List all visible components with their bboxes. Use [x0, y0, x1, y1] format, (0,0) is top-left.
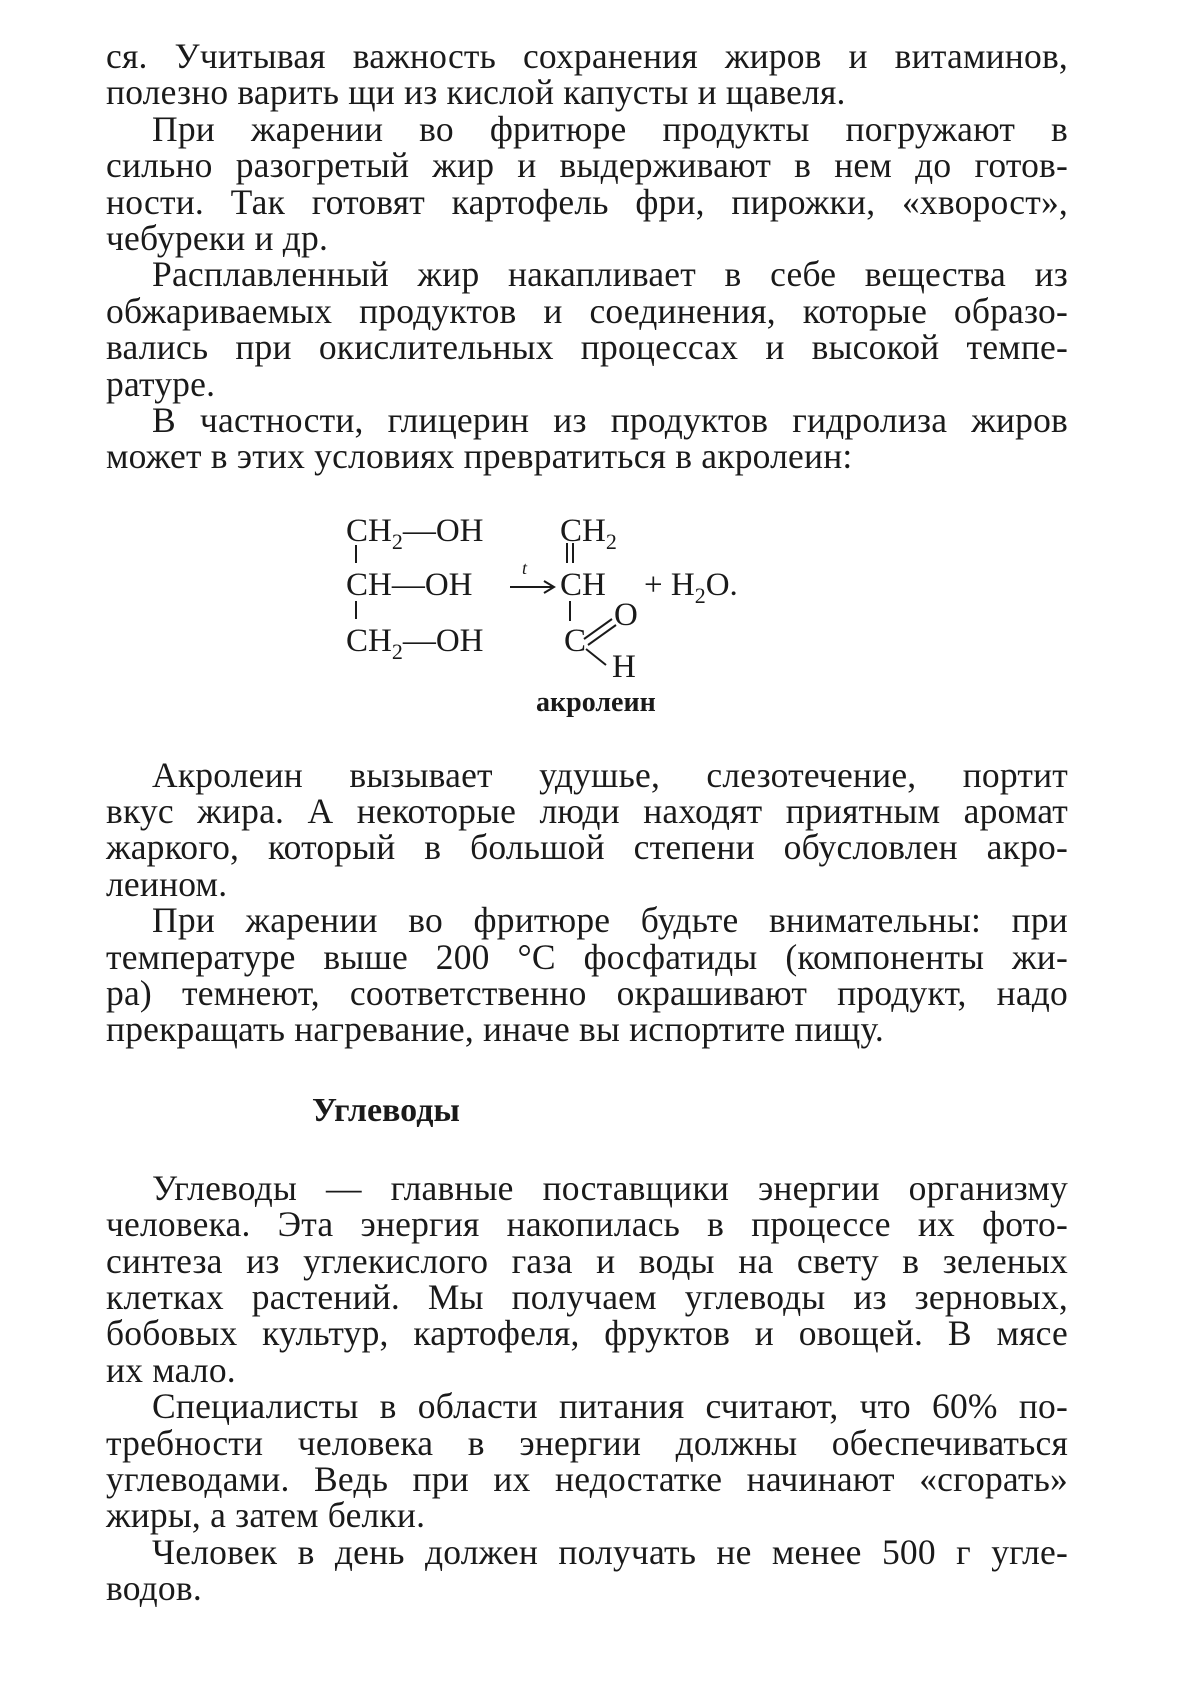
- text-line: жаркого, который в большой степени обусловлен акро-: [106, 827, 1068, 868]
- text-line: Углеводы — главные поставщики энергии организму: [152, 1167, 1068, 1208]
- paragraph: [106, 1167, 1068, 1390]
- paragraph: [106, 256, 1068, 402]
- text-line: водов.: [106, 1568, 202, 1609]
- paragraph: [106, 1531, 1068, 1609]
- paragraph: [106, 38, 1068, 111]
- text-line: сильно разогретый жир и выдерживают в нем до готов-: [106, 145, 1068, 186]
- text-line: клетках растений. Мы получаем углеводы из зерновых,: [106, 1276, 1068, 1317]
- text-line: Расплавленный жир накапливает в себе вещества из: [152, 254, 1068, 295]
- paragraph: [106, 399, 1068, 477]
- text-line: Специалисты в области питания считают, что 60% по-: [152, 1386, 1068, 1427]
- formula-text: [346, 622, 484, 664]
- formula-subscript: 2: [694, 582, 706, 608]
- text-line: В частности, глицерин из продуктов гидролиза жиров: [152, 399, 1068, 440]
- paragraph: [106, 902, 1068, 1048]
- formula-text: —OH: [402, 512, 484, 549]
- text-line: Акролеин вызывает удушье, слезотечение, портит: [152, 754, 1068, 795]
- formula-text: CH: [560, 566, 606, 603]
- text-line: бобовых культур, картофеля, фруктов и овощей. В мясе: [106, 1313, 1068, 1354]
- text-line: вались при окислительных процессах и высокой темпе-: [106, 327, 1068, 368]
- formula-caption: акролеин: [536, 686, 656, 718]
- text-line: требности человека в энергии должны обеспечиваться: [106, 1422, 1068, 1463]
- formula-text: H: [612, 648, 636, 685]
- paragraphs-middle: [106, 754, 1068, 1050]
- text-line: леином.: [106, 863, 228, 904]
- formula-text: [346, 512, 484, 554]
- text-line: Человек в день должен получать не менее 500 г угле-: [152, 1531, 1068, 1572]
- heading-text: Углеводы: [312, 1091, 460, 1129]
- formula-text: [644, 566, 738, 608]
- text-line: человека. Эта энергия накопилась в процессе их фото-: [106, 1204, 1068, 1245]
- formula-subscript: 2: [391, 638, 403, 664]
- formula-text: O: [614, 596, 638, 633]
- formula-text: + H: [644, 566, 695, 603]
- text-line: При жарении во фритюре продукты погружают в: [152, 108, 1068, 149]
- formula-text: CH—OH: [346, 566, 473, 603]
- text-line: ра) темнеют, соответственно окрашивают продукт, надо: [106, 973, 1068, 1014]
- text-line: синтеза из углекислого газа и воды на свету в зеленых: [106, 1240, 1068, 1281]
- text-line: температуре выше 200 °С фосфатиды (компоненты жи-: [106, 936, 1068, 977]
- formula-subscript: 2: [605, 528, 617, 554]
- text-line: их мало.: [106, 1349, 236, 1390]
- text-line: вкус жира. А некоторые люди находят приятным аромат: [106, 791, 1068, 832]
- text-line: может в этих условиях превратиться в акролеин:: [106, 436, 853, 477]
- formula-text: C: [564, 622, 587, 659]
- text-line: полезно варить щи из кислой капусты и щавеля.: [106, 72, 846, 113]
- formula-subscript: 2: [391, 528, 403, 554]
- paragraphs-top: [106, 38, 1068, 475]
- acrolein-reaction-formula: [106, 511, 1068, 749]
- bond-line: [586, 649, 606, 665]
- formula-text: [560, 512, 617, 554]
- paragraph: [106, 754, 1068, 904]
- paragraph: [106, 1388, 1068, 1534]
- formula-text: O.: [705, 566, 738, 603]
- text-line: углеводами. Ведь при их недостатке начинают «сгорать»: [106, 1458, 1068, 1499]
- text-line: жиры, а затем белки.: [106, 1495, 426, 1536]
- paragraphs-bottom: [106, 1167, 1068, 1609]
- text-line: чебуреки и др.: [106, 217, 329, 258]
- formula-text: —OH: [402, 622, 484, 659]
- text-line: ности. Так готовят картофель фри, пирожки, «хворост»,: [106, 181, 1068, 222]
- double-bond-line: [588, 625, 616, 645]
- text-line: обжариваемых продуктов и соединения, которые образо-: [106, 290, 1068, 331]
- formula-text: CH: [560, 512, 606, 549]
- page-content: [106, 38, 1068, 1607]
- formula-text: CH: [346, 512, 392, 549]
- double-bond-line: [584, 619, 612, 639]
- formula-text: CH: [346, 622, 392, 659]
- section-heading: [106, 1084, 1068, 1150]
- text-line: ся. Учитывая важность сохранения жиров и витаминов,: [106, 36, 1068, 76]
- text-line: прекращать нагревание, иначе вы испортите пищу.: [106, 1009, 884, 1050]
- text-line: ратуре.: [106, 363, 216, 404]
- text-line: При жарении во фритюре будьте внимательны: при: [152, 900, 1068, 941]
- arrow-condition: t: [522, 557, 528, 578]
- paragraph: [106, 108, 1068, 258]
